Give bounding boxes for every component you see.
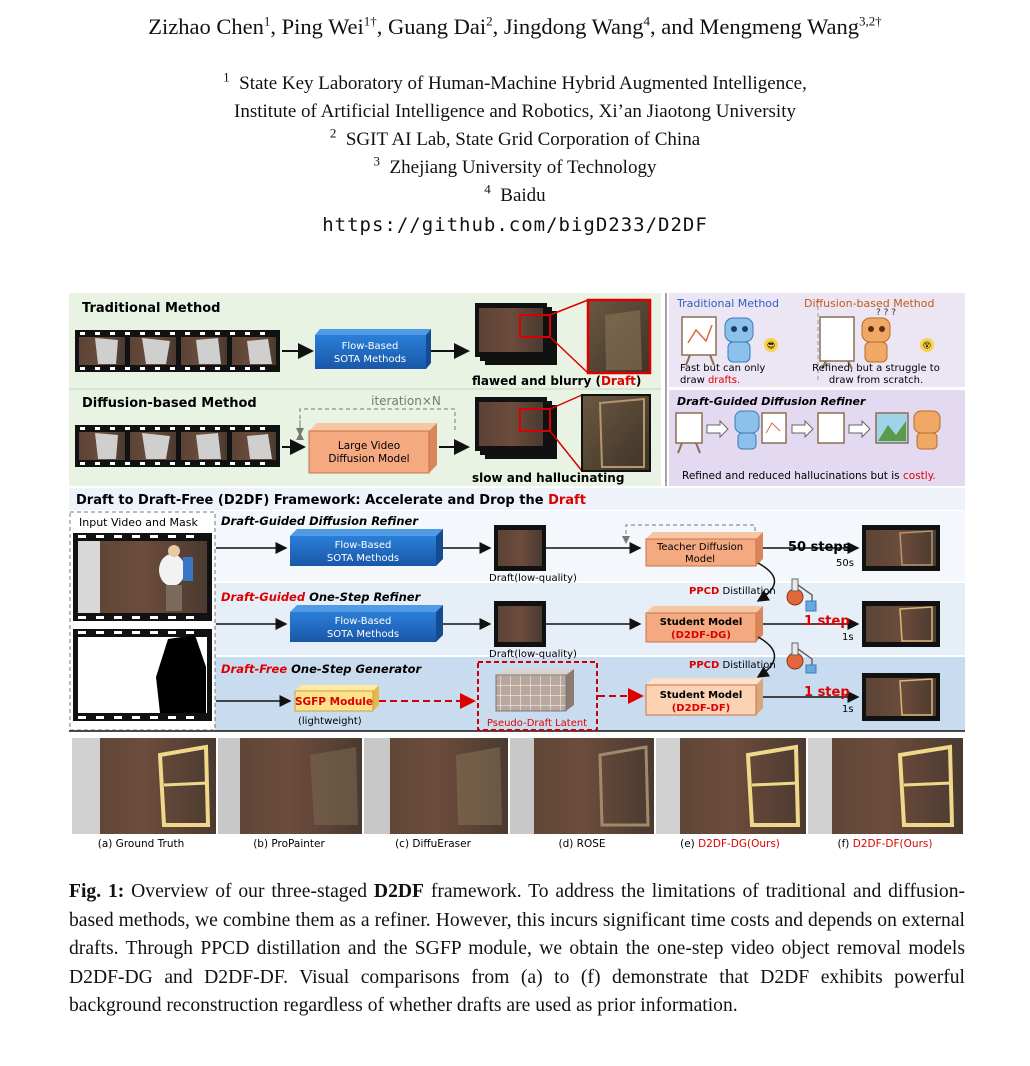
right-trad-desc-line2: draw drafts. [680,375,741,386]
affiliation-number: 2 [329,125,337,141]
affiliation-4 [0,181,1030,207]
affiliation-text: Zhejiang University of Technology [389,157,657,178]
row1-draft-frame [494,525,546,571]
svg-text:? ? ?: ? ? ? [876,308,897,318]
iteration-label: iteration×N [371,394,441,408]
flow-box-line1: Flow-Based [341,341,399,352]
ppcd-label-2: PPCD Distillation [689,660,776,671]
sgfp-sublabel: (lightweight) [298,716,362,727]
input-label: Input Video and Mask [79,516,198,529]
affiliation-2 [0,125,1030,151]
row2-result-frame [862,601,940,647]
framework-title: Draft to Draft-Free (D2DF) Framework: Accelerate and Drop the Draft [76,493,586,508]
pseudo-draft-label: Pseudo-Draft Latent [486,718,588,729]
row1-flow-box [290,529,443,566]
input-video-frame [73,533,212,621]
svg-text:😎: 😎 [766,341,776,350]
pseudo-draft-latent-grid [496,669,574,711]
affiliation-1 [0,69,1030,95]
step-1-label-df: 1 step [804,685,850,700]
row2-draft-label: Draft(low-quality) [489,649,577,660]
step-1-label-dg: 1 step [804,614,850,629]
author-name: Ping Wei [281,14,364,39]
right-trad-title: Traditional Method [677,297,780,310]
row1-title: Draft-Guided Diffusion Refiner [221,514,419,528]
thumb-propainter [218,738,362,834]
thumb-d2df-df [808,738,963,834]
student-df-box [646,678,763,715]
teacher-line1: Teacher Diffusion [656,542,744,553]
row2-flow-line1: Flow-Based [334,616,392,627]
row2-title: Draft-Guided One-Step Refiner [221,590,421,604]
row1-draft-label: Draft(low-quality) [489,573,577,584]
author-sup: 2 [486,13,493,29]
row3-title: Draft-Free One-Step Generator [221,662,422,676]
thumb-diffueraser [364,738,508,834]
row2-flow-box [290,605,443,642]
author-sup: 1† [363,13,377,29]
diff-box-line2: Diffusion Model [328,453,410,465]
author-sup: 3,2† [859,13,882,29]
refiner-desc: Refined and reduced hallucinations but is costly. [682,470,936,482]
affiliation-text: Baidu [500,185,546,206]
time-1-label-dg: 1s [842,632,854,643]
row1-result-frame [862,525,940,571]
affiliation-3 [0,153,1030,179]
input-film-strip-2 [75,425,280,467]
comparison-labels [98,838,933,850]
diffusion-title: Diffusion-based Method [82,396,257,411]
affiliation-text: SGIT AI Lab, State Grid Corporation of China [345,129,701,150]
diff-box-line1: Large Video [337,440,401,452]
right-diff-title: Diffusion-based Method [804,297,935,310]
author-name: and Mengmeng Wang [661,14,859,39]
comparison-label: (e) D2DF-DG(Ours) [680,838,780,850]
comparison-label: (d) ROSE [558,838,606,850]
row2-draft-frame [494,601,546,647]
traditional-title: Traditional Method [82,301,221,316]
caption-text: Overview of our three-staged [124,881,374,902]
right-diff-desc-line1: Refined, but a struggle to [812,363,940,374]
thumb-d2df-dg [656,738,806,834]
diff-result-caption: slow and hallucinating [472,471,625,485]
sgfp-label: SGFP Module [294,696,374,708]
author-sup: 1 [263,13,271,29]
comparison-label: (c) DiffuEraser [395,838,471,850]
right-trad-desc-line1: Fast but can only [680,363,766,374]
caption-label: Fig. 1: [69,881,125,902]
affiliation-text: State Key Laboratory of Human-Machine Hybrid Augmented Intelligence, [239,73,807,94]
overview-figure [0,285,1030,865]
author-name: Guang Dai [388,14,487,39]
steps-50-label: 50 steps [788,540,851,555]
right-diff-desc-line2: draw from scratch. [828,375,924,386]
row3-result-frame [862,673,940,721]
input-film-strip [75,330,280,372]
author-name: Jingdong Wang [503,14,644,39]
sgfp-module-box [295,685,379,711]
trad-result-caption: flawed and blurry (Draft) [472,374,642,388]
figure-caption [69,878,965,1021]
caption-bold: D2DF [373,881,424,902]
caption-text-rest: framework. To address the limitations of traditional and diffusion-based methods, we combine them as a refiner. However, this incurs significant time costs and depends on external drafts. Through PPCD distillation and the SGFP module, we obtain the one-step video object removal models D2DF-DG and D2DF-DF. Visual comparisons from (a) to (f) demonstrate that D2DF exhibits powerful background reconstruction regardless of whether drafts are used as prior information. [69,881,966,1016]
student-dg-line1: Student Model [659,617,743,628]
input-mask-frame [73,629,212,721]
affiliation-number: 4 [484,181,491,197]
teacher-model-box [646,532,763,566]
student-df-line2: (D2DF-DF) [671,703,731,714]
flow-based-box [315,329,431,369]
time-50-label: 50s [836,558,854,569]
affiliation-number: 1 [223,69,230,85]
affiliation-number: 3 [373,153,381,169]
flow-box-line2: SOTA Methods [333,354,407,365]
student-df-line1: Student Model [659,690,743,701]
comparison-thumbnails [72,738,963,834]
row1-flow-line1: Flow-Based [334,540,392,551]
ppcd-label-1: PPCD Distillation [689,586,776,597]
row1-flow-line2: SOTA Methods [326,553,400,564]
author-list: Zizhao Chen$^1$, Ping Wei$^{1\dagger}$, Guang Dai$^2$, Jingdong Wang$^4$, and Mengmeng Wang$^{3,2\dagger}$ [148,13,882,39]
thumb-rose [510,738,654,834]
comparison-label: (b) ProPainter [253,838,325,850]
teacher-line2: Model [684,554,716,565]
comparison-label: (a) Ground Truth [97,838,185,850]
time-1-label-df: 1s [842,704,854,715]
row2-flow-line2: SOTA Methods [326,629,400,640]
repo-link[interactable]: https://github.com/bigD233/D2DF [322,214,708,236]
student-dg-box [646,606,763,642]
refiner-title: Draft-Guided Diffusion Refiner [677,395,866,408]
large-diffusion-box [309,423,437,473]
author-sup: 4 [643,13,651,29]
svg-text:😵: 😵 [922,341,932,350]
affiliation-1-line2: Institute of Artificial Intelligence and Robotics, Xi’an Jiaotong University [234,101,796,122]
author-name: Zizhao Chen [148,14,264,39]
comparison-label: (f) D2DF-DF(Ours) [837,838,933,850]
student-dg-line2: (D2DF-DG) [671,630,731,641]
thumb-ground-truth [72,738,216,834]
